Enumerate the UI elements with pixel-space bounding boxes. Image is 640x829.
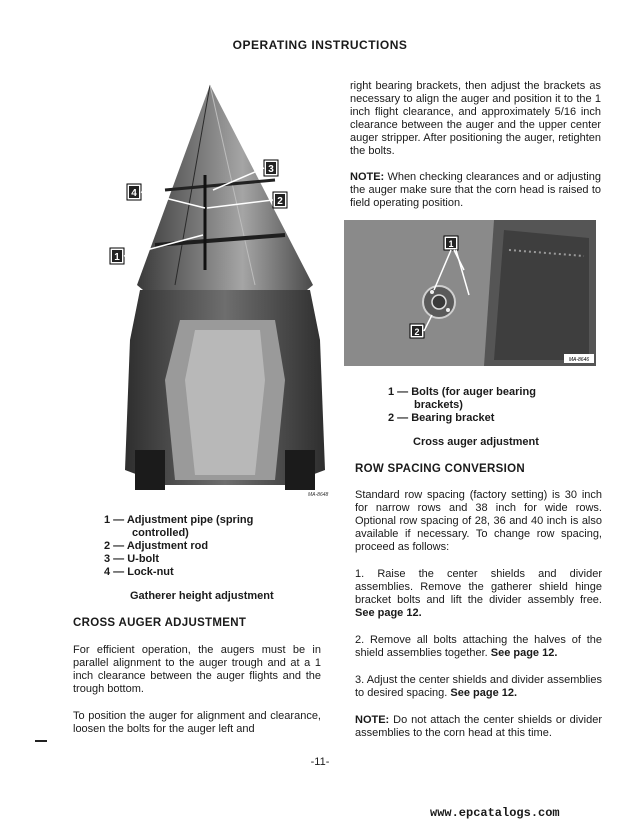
legend-item-1: 1 — Adjustment pipe (spring	[104, 514, 254, 526]
paragraph-position-auger: To position the auger for alignment and clearance, loosen the bolts for the auger left and	[73, 710, 321, 735]
right-column-top	[350, 80, 601, 210]
caption-right: Cross auger adjustment	[413, 436, 539, 448]
left-column-text	[73, 644, 321, 736]
legend-item-3: 3 — U-bolt	[104, 553, 159, 565]
svg-text:1: 1	[448, 239, 454, 249]
page-title: OPERATING INSTRUCTIONS	[232, 38, 408, 52]
svg-text:2: 2	[277, 196, 283, 207]
note-label: NOTE:	[350, 171, 385, 183]
legend-item-1-cont: controlled)	[132, 527, 189, 539]
svg-text:1: 1	[114, 252, 120, 263]
caption-left: Gatherer height adjustment	[130, 590, 274, 602]
svg-text:3: 3	[268, 164, 274, 175]
step-1: 1. Raise the center shields and divider assemblies. Remove the gatherer shield hinge bracket bolts and lift the divider assembly free. See page 12.	[355, 568, 602, 619]
figure-id-left: MA-8648	[308, 492, 329, 498]
gatherer-photo	[114, 80, 325, 502]
step-3-ref: See page 12.	[450, 687, 518, 699]
margin-mark	[35, 740, 47, 742]
legend-right-item-1-cont: brackets)	[414, 399, 463, 411]
note-shields: NOTE: Do not attach the center shields or divider assemblies to the corn head at this time.	[355, 714, 602, 739]
step-2: 2. Remove all bolts attaching the halves of the shield assemblies together. See page 12.	[355, 634, 602, 659]
page-number: -11-	[310, 756, 330, 768]
heading-cross-auger: CROSS AUGER ADJUSTMENT	[73, 617, 247, 629]
legend-right-item-2: 2 — Bearing bracket	[388, 412, 495, 424]
legend-right-item-1: 1 — Bolts (for auger bearing	[388, 386, 536, 398]
legend-left	[104, 514, 253, 579]
cross-auger-illustration	[344, 220, 596, 366]
paragraph-standard-spacing: Standard row spacing (factory setting) is 30 inch for narrow rows and 38 inch for wide rows. Optional row spacing of 28, 36 and 40 inch is also available if necessary. To change row spacing, proceed as follows:	[355, 489, 602, 553]
paragraph-efficient-operation: For efficient operation, the augers must be in parallel alignment to the auger trough and at a 1 inch clearance between the auger flights and the trough bottom.	[73, 644, 321, 695]
step-2-ref: See page 12.	[490, 647, 558, 659]
note-clearances	[350, 171, 601, 210]
cross-auger-photo	[344, 220, 596, 366]
legend-item-2: 2 — Adjustment rod	[104, 540, 209, 552]
figure-id-right: MA-8646	[568, 357, 590, 363]
paragraph-bearing-brackets: right bearing brackets, then adjust the brackets as necessary to align the auger and position it to the 1 inch flight clearance, and approximately 5/16 inch clearance between the auger and the upper center auger stripper. After positioning the auger, retighten the bolts.	[350, 80, 601, 157]
step-1-ref: See page 12.	[355, 607, 422, 619]
note-text: When checking clearances and or adjusting the auger make sure that the corn head is raised to field operating position.	[350, 171, 601, 209]
row-spacing-text	[355, 489, 602, 740]
legend-item-4: 4 — Lock-nut	[104, 566, 174, 578]
svg-text:2: 2	[414, 327, 420, 337]
legend-right	[388, 386, 536, 425]
step-3: 3. Adjust the center shields and divider assemblies to desired spacing. See page 12.	[355, 674, 602, 699]
svg-text:4: 4	[131, 188, 137, 199]
gatherer-illustration	[114, 80, 325, 502]
footer-url: www.epcatalogs.com	[430, 806, 560, 820]
heading-row-spacing: ROW SPACING CONVERSION	[355, 463, 525, 475]
